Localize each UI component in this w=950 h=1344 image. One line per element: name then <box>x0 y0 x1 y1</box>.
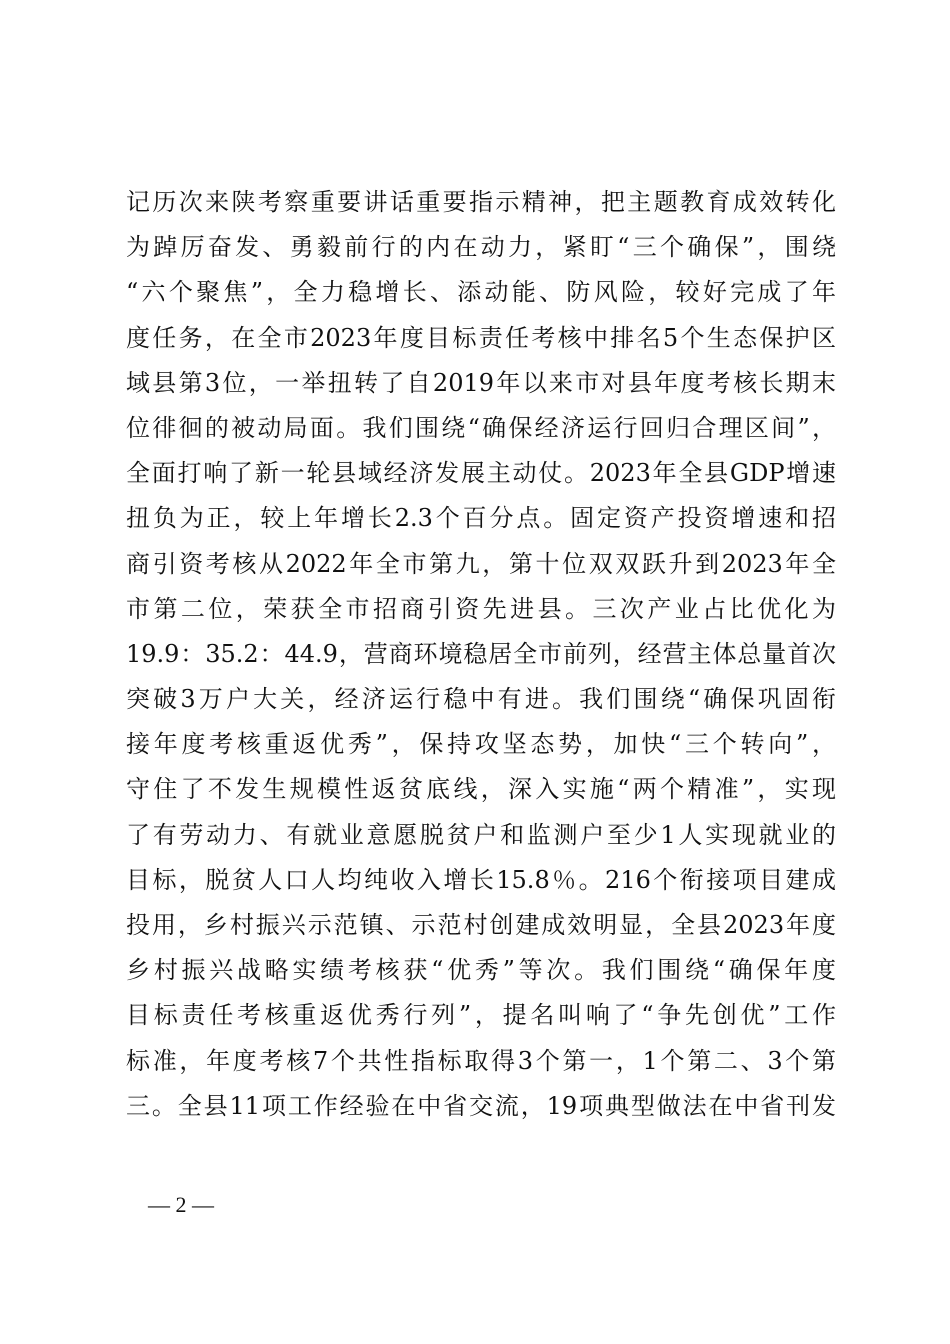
text-line: 全面打响了新一轮县域经济发展主动仗。2023年全县GDP增速 <box>126 459 836 488</box>
text-line: 为踔厉奋发、勇毅前行的内在动力，紧盯“三个确保”，围绕 <box>126 233 836 262</box>
text-line: 目标责任考核重返优秀行列”，提名叫响了“争先创优”工作 <box>126 1001 836 1030</box>
text-line: “六个聚焦”，全力稳增长、添动能、防风险，较好完成了年 <box>126 278 836 307</box>
text-line: 突破3万户大关，经济运行稳中有进。我们围绕“确保巩固衔 <box>126 685 836 714</box>
text-line: 乡村振兴战略实绩考核获“优秀”等次。我们围绕“确保年度 <box>126 956 836 985</box>
text-line: 投用，乡村振兴示范镇、示范村创建成效明显，全县2023年度 <box>126 911 836 939</box>
text-line: 接年度考核重返优秀”，保持攻坚态势，加快“三个转向”， <box>126 730 836 759</box>
text-line: 扭负为正，较上年增长2.3个百分点。固定资产投资增速和招 <box>126 504 836 533</box>
text-line: 商引资考核从2022年全市第九，第十位双双跃升到2023年全 <box>126 549 836 578</box>
body-paragraph <box>126 180 836 1129</box>
text-line: 19.9：35.2：44.9，营商环境稳居全市前列，经营主体总量首次 <box>126 639 836 668</box>
text-line: 位徘徊的被动局面。我们围绕“确保经济运行回归合理区间”， <box>126 413 836 442</box>
text-line: 度任务，在全市2023年度目标责任考核中排名5个生态保护区 <box>126 323 836 352</box>
page-number: — 2 — <box>148 1192 214 1217</box>
text-line: 三。全县11项工作经验在中省交流，19项典型做法在中省刊发 <box>126 1091 836 1120</box>
text-line: 市第二位，荣获全市招商引资先进县。三次产业占比优化为 <box>126 594 836 623</box>
text-line: 域县第3位，一举扭转了自2019年以来市对县年度考核长期末 <box>126 368 836 397</box>
text-line: 目标，脱贫人口人均纯收入增长15.8％。216个衔接项目建成 <box>126 865 836 894</box>
text-line: 守住了不发生规模性返贫底线，深入实施“两个精准”，实现 <box>126 775 836 804</box>
text-line: 了有劳动力、有就业意愿脱贫户和监测户至少1人实现就业的 <box>126 820 836 849</box>
text-line: 记历次来陕考察重要讲话重要指示精神，把主题教育成效转化 <box>126 188 836 216</box>
text-line: 标准，年度考核7个共性指标取得3个第一，1个第二、3个第 <box>126 1046 836 1075</box>
